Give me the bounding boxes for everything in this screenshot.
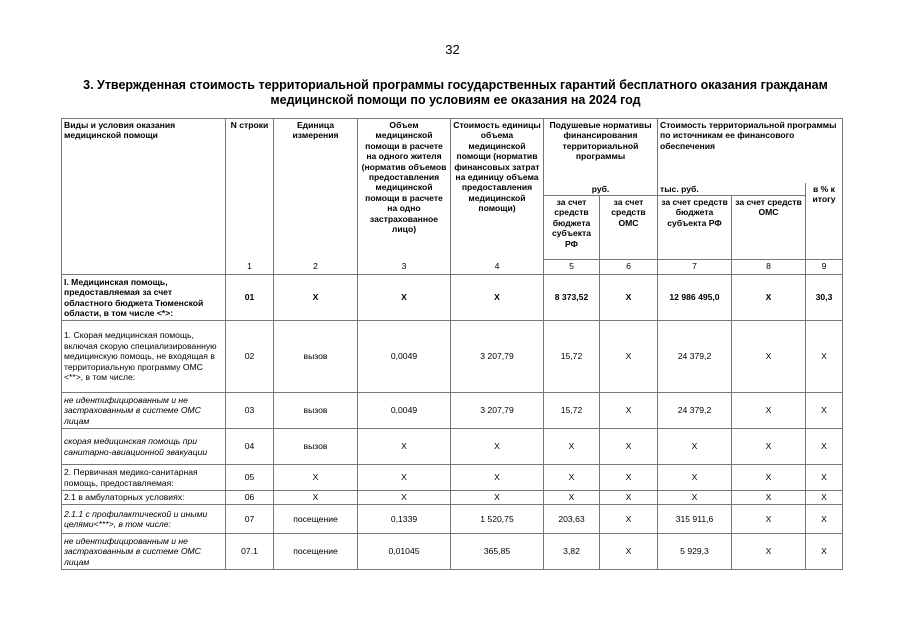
document-title — [58, 78, 853, 108]
row-name: скорая медицинская помощь при санитарно-авиационной эвакуации — [62, 429, 226, 465]
header-per-capita-group: Подушевые нормативы финансирования территориальной программы — [544, 119, 658, 183]
row-cost-budget: 12 986 495,0 — [658, 275, 732, 321]
row-unit-cost: X — [451, 491, 544, 505]
table-header-row — [62, 119, 843, 183]
row-unit-cost: X — [451, 275, 544, 321]
header-kind: Виды и условия оказания медицинской помощи — [62, 119, 226, 260]
column-number: 5 — [544, 260, 600, 275]
row-line: 06 — [226, 491, 274, 505]
row-cost-oms: X — [732, 534, 806, 570]
row-pc-oms: X — [600, 534, 658, 570]
row-name: не идентифицированным и не застрахованным в системе ОМС лицам — [62, 534, 226, 570]
table-row — [62, 534, 843, 570]
row-pc-budget: 8 373,52 — [544, 275, 600, 321]
row-unit-cost: 1 520,75 — [451, 505, 544, 534]
row-cost-oms: X — [732, 491, 806, 505]
row-pc-budget: X — [544, 465, 600, 491]
row-cost-oms: X — [732, 465, 806, 491]
row-unit-cost: X — [451, 429, 544, 465]
row-cost-budget: 24 379,2 — [658, 321, 732, 393]
column-numbers-row — [62, 260, 843, 275]
row-cost-budget: X — [658, 429, 732, 465]
row-cost-budget: X — [658, 491, 732, 505]
header-unit: Единица измерения — [274, 119, 358, 260]
column-number: 8 — [732, 260, 806, 275]
row-unit: вызов — [274, 429, 358, 465]
header-unit-thousand-rub: тыс. руб. — [658, 183, 806, 196]
row-pc-budget: 3,82 — [544, 534, 600, 570]
row-pc-oms: X — [600, 275, 658, 321]
title-line-2: медицинской помощи по условиям ее оказания на 2024 год — [270, 93, 641, 107]
row-cost-oms: X — [732, 275, 806, 321]
row-line: 07.1 — [226, 534, 274, 570]
row-line: 01 — [226, 275, 274, 321]
column-number: 9 — [806, 260, 843, 275]
table-row — [62, 491, 843, 505]
row-volume: 0,0049 — [358, 321, 451, 393]
row-unit: X — [274, 491, 358, 505]
row-unit-cost: 3 207,79 — [451, 321, 544, 393]
row-percent: X — [806, 534, 843, 570]
header-volume: Объем медицинской помощи в расчете на одного жителя (норматив объемов предоставления медицинской помощи в расчете на одно застрахованное лицо) — [358, 119, 451, 260]
row-cost-oms: X — [732, 505, 806, 534]
row-name: 2. Первичная медико-санитарная помощь, предоставляемая: — [62, 465, 226, 491]
row-unit: X — [274, 275, 358, 321]
row-percent: X — [806, 321, 843, 393]
row-cost-budget: 315 911,6 — [658, 505, 732, 534]
column-number: 7 — [658, 260, 732, 275]
row-volume: X — [358, 465, 451, 491]
column-number: 2 — [274, 260, 358, 275]
row-volume: 0,1339 — [358, 505, 451, 534]
row-percent: X — [806, 491, 843, 505]
table-row — [62, 465, 843, 491]
header-cost-oms: за счет средств ОМС — [732, 196, 806, 260]
row-cost-budget: 24 379,2 — [658, 393, 732, 429]
row-line: 04 — [226, 429, 274, 465]
row-unit: X — [274, 465, 358, 491]
title-line-1: 3. Утвержденная стоимость территориальной программы государственных гарантий бесплатного оказания гражданам — [83, 78, 828, 92]
row-name: 2.1.1 с профилактической и иными целями<***>, в том числе: — [62, 505, 226, 534]
page-number: 32 — [445, 42, 460, 57]
row-pc-budget: X — [544, 491, 600, 505]
table-row — [62, 275, 843, 321]
row-pc-oms: X — [600, 491, 658, 505]
row-unit: вызов — [274, 321, 358, 393]
row-cost-oms: X — [732, 429, 806, 465]
row-percent: 30,3 — [806, 275, 843, 321]
row-line: 05 — [226, 465, 274, 491]
header-cost-budget: за счет средств бюджета субъекта РФ — [658, 196, 732, 260]
row-cost-budget: X — [658, 465, 732, 491]
row-pc-budget: 203,63 — [544, 505, 600, 534]
row-percent: X — [806, 505, 843, 534]
header-pc-budget: за счет средств бюджета субъекта РФ — [544, 196, 600, 260]
table-row — [62, 393, 843, 429]
column-number: 6 — [600, 260, 658, 275]
row-pc-budget: 15,72 — [544, 393, 600, 429]
row-percent: X — [806, 393, 843, 429]
row-pc-budget: X — [544, 429, 600, 465]
column-number: 3 — [358, 260, 451, 275]
row-volume: 0,01045 — [358, 534, 451, 570]
column-number: 1 — [226, 260, 274, 275]
row-line: 03 — [226, 393, 274, 429]
row-name: не идентифицированным и не застрахованным в системе ОМС лицам — [62, 393, 226, 429]
column-number — [62, 260, 226, 275]
row-percent: X — [806, 429, 843, 465]
row-name: 1. Скорая медицинская помощь, включая скорую специализированную медицинскую помощь, не входящая в территориальную программу ОМС <**>, в том числе: — [62, 321, 226, 393]
row-volume: X — [358, 491, 451, 505]
table-row — [62, 321, 843, 393]
header-pc-oms: за счет средств ОМС — [600, 196, 658, 260]
row-cost-oms: X — [732, 321, 806, 393]
row-name: I. Медицинская помощь, предоставляемая за счет областного бюджета Тюменской области, в том числе <*>: — [62, 275, 226, 321]
row-unit: посещение — [274, 505, 358, 534]
row-pc-oms: X — [600, 321, 658, 393]
cost-table — [61, 118, 843, 570]
row-pc-oms: X — [600, 393, 658, 429]
header-unit-cost: Стоимость единицы объема медицинской помощи (норматив финансовых затрат на единицу объема предоставления медицинской помощи) — [451, 119, 544, 260]
row-pc-oms: X — [600, 505, 658, 534]
row-line: 02 — [226, 321, 274, 393]
header-line-number: N строки — [226, 119, 274, 260]
column-number: 4 — [451, 260, 544, 275]
row-cost-budget: 5 929,3 — [658, 534, 732, 570]
header-unit-rub: руб. — [544, 183, 658, 196]
row-pc-budget: 15,72 — [544, 321, 600, 393]
row-unit-cost: 3 207,79 — [451, 393, 544, 429]
row-pc-oms: X — [600, 429, 658, 465]
table-row — [62, 505, 843, 534]
row-volume: X — [358, 275, 451, 321]
row-unit: посещение — [274, 534, 358, 570]
row-name: 2.1 в амбулаторных условиях: — [62, 491, 226, 505]
row-unit: вызов — [274, 393, 358, 429]
table-row — [62, 429, 843, 465]
row-percent: X — [806, 465, 843, 491]
row-unit-cost: 365,85 — [451, 534, 544, 570]
row-volume: 0,0049 — [358, 393, 451, 429]
row-cost-oms: X — [732, 393, 806, 429]
row-line: 07 — [226, 505, 274, 534]
header-percent: в % к итогу — [806, 183, 843, 260]
row-pc-oms: X — [600, 465, 658, 491]
header-cost-group: Стоимость территориальной программы по источникам ее финансового обеспечения — [658, 119, 843, 183]
row-unit-cost: X — [451, 465, 544, 491]
row-volume: X — [358, 429, 451, 465]
